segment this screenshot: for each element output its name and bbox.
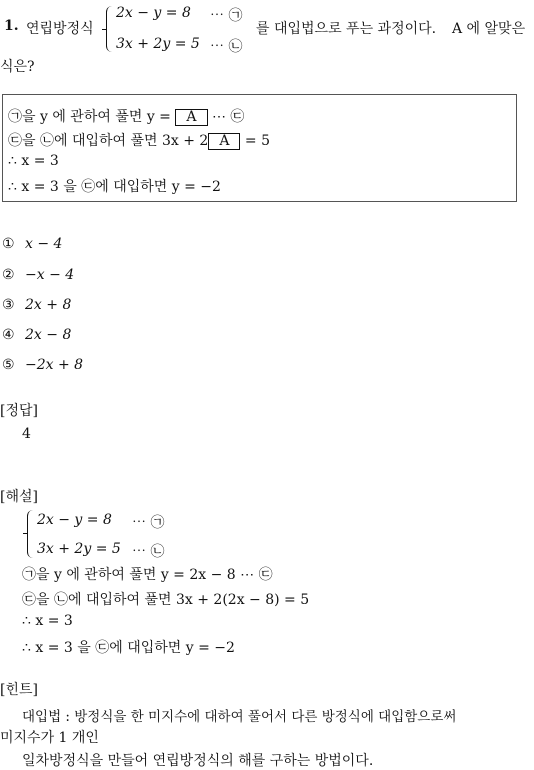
choice-number: ③ — [2, 297, 15, 313]
choice-text: 2x + 8 — [25, 297, 72, 313]
system-brace — [106, 6, 113, 52]
process-line-1 — [8, 106, 244, 126]
choice-5[interactable] — [2, 357, 83, 373]
explanation-brace-notch — [23, 533, 27, 534]
process-line-3: ∴ x = 3 — [8, 153, 59, 169]
explanation-label: [해설] — [0, 489, 38, 505]
choice-2[interactable] — [2, 267, 74, 283]
hint-line-2: 미지수가 1 개인 — [0, 730, 99, 746]
answer-blank-box: A — [208, 133, 240, 150]
explanation-line-3: ∴ x = 3 — [22, 613, 73, 629]
explanation-line-4: ∴ x = 3 을 ㉢에 대입하면 y = −2 — [22, 640, 235, 656]
question-text-line2: 식은? — [0, 59, 35, 75]
explanation-eq2-tag: ⋯ ㉡ — [132, 544, 165, 560]
question-text-after2: A 에 알맞은 — [452, 21, 526, 37]
system-eq1-tag: ⋯ ㉠ — [210, 8, 243, 24]
system-eq1: 2x − y = 8 — [116, 5, 191, 21]
hint-line-3: 일차방정식을 만들어 연립방정식의 해를 구하는 방법이다. — [22, 753, 374, 769]
question-text-after: 를 대입법으로 푸는 과정이다. — [256, 21, 437, 37]
hint-line-1: 대입법 : 방정식을 한 미지수에 대하여 풀어서 다른 방정식에 대입함으로써 — [22, 709, 457, 725]
answer-value: 4 — [22, 426, 31, 442]
process-line-4: ∴ x = 3 을 ㉢에 대입하면 y = −2 — [8, 179, 221, 195]
explanation-eq1-tag: ⋯ ㉠ — [132, 515, 165, 531]
choice-number: ④ — [2, 327, 15, 343]
process-line-1-text: ㉠을 y 에 관하여 풀면 y = — [8, 109, 171, 125]
choice-text: −2x + 8 — [25, 357, 84, 373]
answer-blank-box: A — [175, 109, 207, 126]
hint-label: [힌트] — [0, 682, 38, 698]
system-eq2-tag: ⋯ ㉡ — [210, 39, 243, 55]
choice-3[interactable] — [2, 297, 71, 313]
process-line-2 — [8, 130, 270, 150]
explanation-line-1: ㉠을 y 에 관하여 풀면 y = 2x − 8 ⋯ ㉢ — [22, 567, 273, 583]
choice-number: ① — [2, 236, 15, 252]
process-line-2-text: ㉢을 ㉡에 대입하여 풀면 3x + 2 — [8, 133, 209, 149]
system-brace-notch — [102, 29, 106, 30]
question-intro: 연립방정식 — [26, 21, 94, 37]
question-number: 1. — [4, 18, 19, 34]
answer-label: [정답] — [0, 403, 38, 419]
process-line-2-tail: = 5 — [244, 133, 271, 149]
explanation-line-2: ㉢을 ㉡에 대입하여 풀면 3x + 2(2x − 8) = 5 — [22, 592, 310, 608]
choice-4[interactable] — [2, 327, 71, 343]
system-eq2: 3x + 2y = 5 — [116, 36, 200, 52]
explanation-eq2: 3x + 2y = 5 — [37, 541, 121, 557]
choice-text: 2x − 8 — [25, 327, 72, 343]
choice-text: x − 4 — [25, 236, 63, 252]
choice-text: −x − 4 — [25, 267, 75, 283]
explanation-eq1: 2x − y = 8 — [37, 512, 112, 528]
choice-number: ② — [2, 267, 15, 283]
choice-1[interactable] — [2, 236, 62, 252]
process-line-1-tag: ⋯ ㉢ — [211, 109, 245, 125]
explanation-brace — [27, 510, 34, 558]
choice-number: ⑤ — [2, 357, 15, 373]
